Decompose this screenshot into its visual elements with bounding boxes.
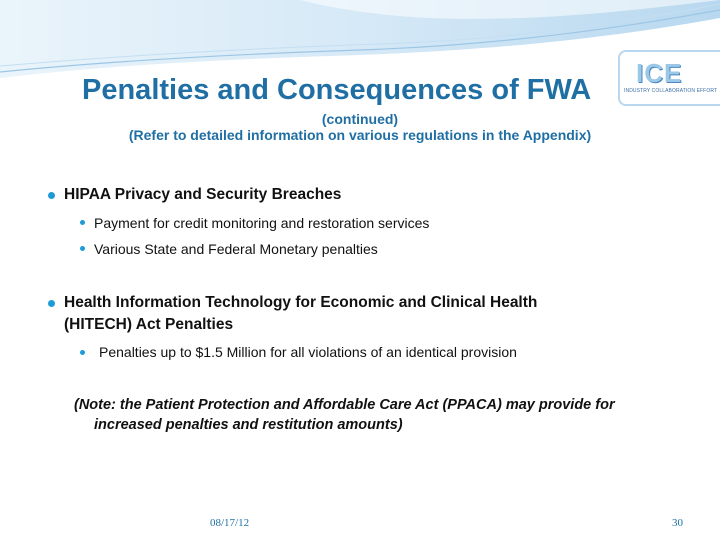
bullet-item: HIPAA Privacy and Security Breaches xyxy=(64,186,342,203)
ice-logo xyxy=(618,50,720,106)
logo-text: ICE xyxy=(636,58,683,88)
sub-bullet-item: Payment for credit monitoring and restoration services xyxy=(94,215,430,231)
note-line1: (Note: the Patient Protection and Affordable Care Act (PPACA) may provide for xyxy=(74,397,615,413)
sub-bullet-item: Penalties up to $1.5 Million for all violations of an identical provision xyxy=(99,344,517,360)
note-line2: increased penalties and restitution amounts) xyxy=(94,417,403,433)
sub-bullet-item: Various State and Federal Monetary penalties xyxy=(94,241,378,257)
sub-bullet-dot xyxy=(80,350,85,355)
sub-bullet-dot xyxy=(80,220,85,225)
sub-bullet-dot xyxy=(80,246,85,251)
bullet-item-line1: Health Information Technology for Economic and Clinical Health xyxy=(64,294,538,311)
bullet-dot xyxy=(48,192,55,199)
note-text xyxy=(74,395,714,435)
bullet-dot xyxy=(48,300,55,307)
bullet-item-line2: (HITECH) Act Penalties xyxy=(64,316,234,333)
footer-page-number: 30 xyxy=(672,517,683,529)
logo-subtext: INDUSTRY COLLABORATION EFFORT xyxy=(624,88,718,94)
footer-date: 08/17/12 xyxy=(210,517,250,529)
slide-subtitle-refer: (Refer to detailed information on various regulations in the Appendix) xyxy=(128,127,592,143)
slide-title: Penalties and Consequences of FWA xyxy=(82,74,592,106)
slide-subtitle-continued: (continued) xyxy=(321,111,399,127)
